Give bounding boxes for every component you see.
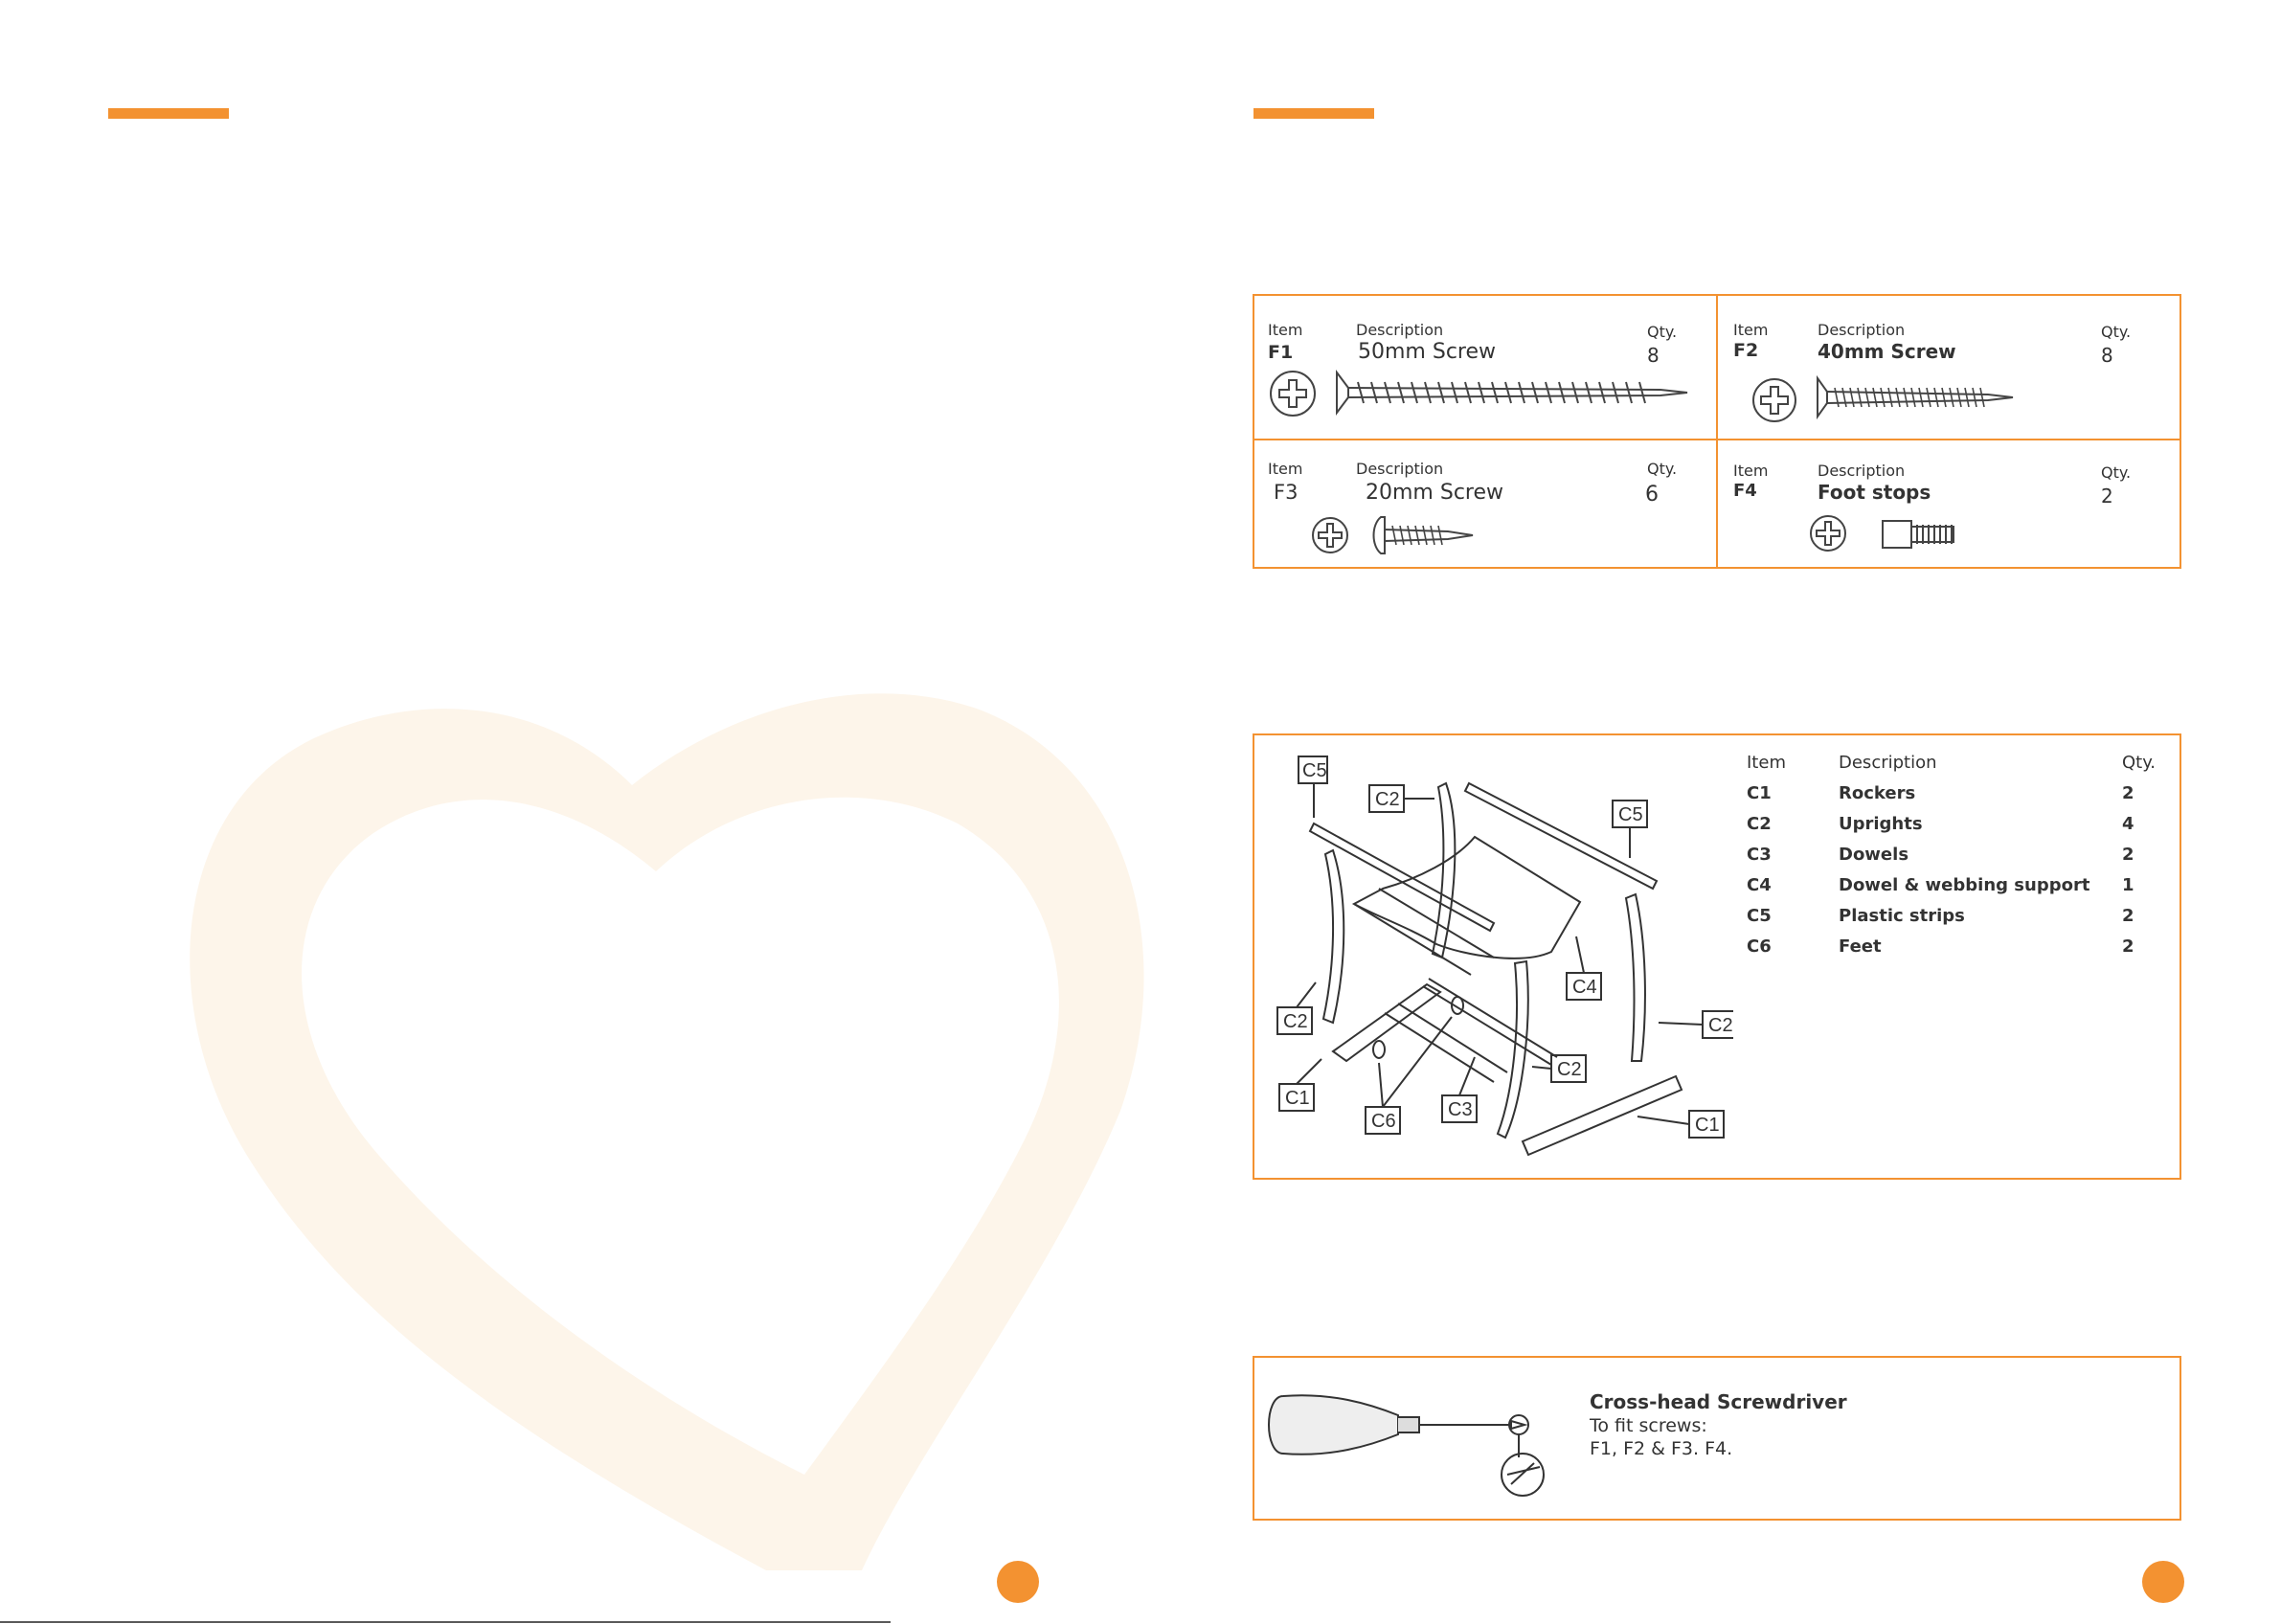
cross-head-icon: [1750, 376, 1798, 424]
left-accent-bar: [108, 108, 229, 119]
item-qty: 8: [1647, 344, 1660, 367]
fixing-cell-f1: [1254, 296, 1716, 439]
row-item: C5: [1747, 906, 1772, 926]
callout-c2-right: C2: [1708, 1015, 1733, 1036]
item-description: 50mm Screw: [1358, 340, 1496, 364]
item-code: F4: [1733, 481, 1757, 501]
screwdriver-icon: [1254, 1358, 1580, 1519]
dowel-webbing-support: [1354, 837, 1580, 959]
rocker-rear: [1333, 984, 1440, 1061]
upright-middle: [1498, 961, 1528, 1138]
leader-lines: [1297, 783, 1703, 1124]
table-row: [1747, 814, 2149, 845]
item-label: Item: [1268, 321, 1303, 339]
item-description: Foot stops: [1818, 481, 1931, 504]
callout-c2-middle: C2: [1557, 1059, 1582, 1080]
components-table-header: [1747, 753, 2157, 783]
row-qty: 4: [2122, 814, 2134, 834]
row-description: Uprights: [1839, 814, 1923, 834]
right-accent-bar: [1253, 108, 1374, 119]
medium-screw-icon: [1816, 374, 2017, 420]
callout-c2-top: C2: [1375, 789, 1400, 810]
callout-c5-right: C5: [1618, 804, 1643, 825]
callout-c4: C4: [1572, 977, 1597, 998]
dowel-pair-b: [1423, 979, 1557, 1065]
table-row: [1747, 906, 2149, 936]
item-qty: 6: [1645, 483, 1659, 507]
qty-label: Qty.: [1647, 460, 1678, 478]
upright-front-right: [1626, 894, 1645, 1061]
heart-watermark-icon: [134, 661, 1168, 1580]
row-qty: 2: [2122, 845, 2134, 865]
header-item: Item: [1747, 753, 1786, 773]
table-row: [1747, 875, 2149, 906]
foot-left: [1373, 1041, 1385, 1058]
row-qty: 2: [2122, 906, 2134, 926]
row-description: Dowel & webbing support: [1839, 875, 2090, 895]
row-qty: 2: [2122, 936, 2134, 957]
item-label: Item: [1733, 462, 1769, 480]
table-row: [1747, 936, 2149, 967]
long-screw-icon: [1335, 369, 1689, 417]
callout-c1-left: C1: [1285, 1088, 1310, 1109]
upright-front-left: [1323, 850, 1344, 1023]
item-code: F3: [1274, 481, 1299, 504]
plastic-strip-left: [1310, 823, 1494, 931]
description-label: Description: [1356, 460, 1444, 478]
row-item: C4: [1747, 875, 1772, 895]
cross-head-icon: [1808, 513, 1848, 553]
callout-c2-left: C2: [1283, 1011, 1308, 1032]
header-description: Description: [1839, 753, 1937, 773]
fixing-cell-f2: [1718, 296, 2179, 439]
plastic-strip-right: [1465, 783, 1657, 889]
components-box: [1253, 733, 2181, 1180]
short-screw-icon: [1371, 513, 1477, 557]
qty-label: Qty.: [2101, 463, 2132, 482]
item-description: 20mm Screw: [1366, 481, 1503, 505]
item-label: Item: [1733, 321, 1769, 339]
description-label: Description: [1356, 321, 1444, 339]
fixing-cell-f3: [1254, 440, 1716, 567]
row-description: Dowels: [1839, 845, 1909, 865]
left-page-number-dot: [997, 1561, 1039, 1603]
description-label: Description: [1818, 321, 1906, 339]
cross-head-icon: [1310, 515, 1350, 555]
qty-label: Qty.: [2101, 323, 2132, 341]
dowel-frame-edges: [1354, 889, 1494, 975]
row-item: C1: [1747, 783, 1772, 803]
qty-label: Qty.: [1647, 323, 1678, 341]
header-qty: Qty.: [2122, 753, 2157, 773]
tools-box: [1253, 1356, 2181, 1521]
item-code: F2: [1733, 340, 1759, 361]
components-table: [1747, 753, 2157, 967]
item-description: 40mm Screw: [1818, 340, 1956, 363]
rocker-front: [1523, 1076, 1682, 1155]
row-item: C2: [1747, 814, 1772, 834]
tool-name: Cross-head Screwdriver: [1590, 1390, 1847, 1413]
right-page-number-dot: [2142, 1561, 2184, 1603]
callout-c5-left: C5: [1302, 760, 1327, 781]
item-code: F1: [1268, 342, 1294, 363]
row-item: C6: [1747, 936, 1772, 957]
callout-c1-right: C1: [1695, 1115, 1720, 1136]
fixings-box: [1253, 294, 2181, 569]
table-row: [1747, 845, 2149, 875]
item-qty: 8: [2101, 344, 2113, 367]
exploded-rocker-diagram: [1254, 735, 1733, 1178]
cross-head-icon: [1268, 369, 1318, 418]
item-label: Item: [1268, 460, 1303, 478]
row-description: Plastic strips: [1839, 906, 1965, 926]
callout-c6: C6: [1371, 1111, 1396, 1132]
foot-stop-icon: [1881, 515, 1959, 553]
callout-c3: C3: [1448, 1099, 1473, 1120]
row-item: C3: [1747, 845, 1772, 865]
left-page: [0, 0, 1140, 1624]
row-qty: 2: [2122, 783, 2134, 803]
row-qty: 1: [2122, 875, 2134, 895]
fixing-cell-f4: [1718, 440, 2179, 567]
tool-usage-line: To fit screws:: [1590, 1415, 1707, 1436]
table-row: [1747, 783, 2149, 814]
item-qty: 2: [2101, 485, 2113, 508]
bottom-rule: [0, 1621, 891, 1623]
row-description: Rockers: [1839, 783, 1916, 803]
tool-screws-line: F1, F2 & F3. F4.: [1590, 1438, 1733, 1459]
row-description: Feet: [1839, 936, 1882, 957]
description-label: Description: [1818, 462, 1906, 480]
